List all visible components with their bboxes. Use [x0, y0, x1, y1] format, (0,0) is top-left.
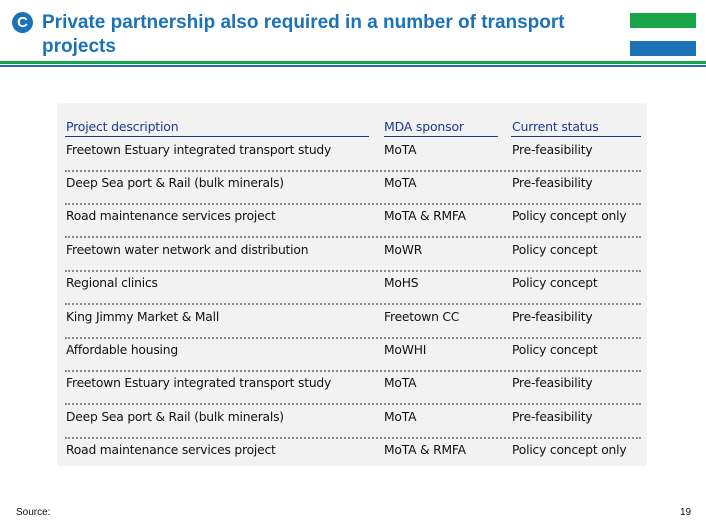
status-cell: Pre-feasibility: [512, 376, 593, 390]
sponsor-cell: Freetown CC: [384, 310, 460, 324]
column-header-status: Current status: [512, 119, 599, 134]
sponsor-cell: MoTA: [384, 176, 417, 190]
table-row: [65, 406, 641, 439]
column-header-project: Project description: [66, 119, 179, 134]
table-row: [65, 139, 641, 172]
column-header-sponsor: MDA sponsor: [384, 119, 464, 134]
table-row: [65, 272, 641, 305]
project-cell: Road maintenance services project: [66, 443, 276, 457]
project-cell: Road maintenance services project: [66, 209, 276, 223]
column-header-underline: [65, 136, 369, 137]
status-cell: Pre-feasibility: [512, 143, 593, 157]
sponsor-cell: MoTA: [384, 376, 417, 390]
table-row: [65, 372, 641, 405]
project-cell: Freetown Estuary integrated transport study: [66, 376, 332, 390]
source-note: Source:: [16, 507, 51, 518]
sponsor-cell: MoTA: [384, 410, 417, 424]
page-number: 19: [680, 507, 692, 518]
status-cell: Policy concept: [512, 343, 598, 357]
flag-green-stripe: [630, 13, 696, 28]
page-title: Private partnership also required in a number of transport projects: [42, 12, 565, 57]
project-cell: Affordable housing: [66, 343, 178, 357]
table-row: [65, 339, 641, 372]
status-cell: Policy concept only: [512, 443, 627, 457]
status-cell: Pre-feasibility: [512, 176, 593, 190]
project-cell: King Jimmy Market & Mall: [66, 310, 220, 324]
sponsor-cell: MoWR: [384, 243, 423, 257]
status-cell: Pre-feasibility: [512, 410, 593, 424]
status-cell: Policy concept: [512, 276, 598, 290]
row-divider: [65, 303, 641, 305]
sponsor-cell: MoTA & RMFA: [384, 209, 466, 223]
row-divider: [65, 236, 641, 238]
project-cell: Deep Sea port & Rail (bulk minerals): [66, 176, 284, 190]
status-cell: Pre-feasibility: [512, 310, 593, 324]
section-badge: C: [12, 12, 33, 33]
column-header-underline: [384, 136, 498, 137]
row-divider: [65, 403, 641, 405]
table-row: [65, 306, 641, 339]
sponsor-cell: MoTA: [384, 143, 417, 157]
project-cell: Freetown Estuary integrated transport study: [66, 143, 332, 157]
sponsor-cell: MoHS: [384, 276, 419, 290]
project-cell: Freetown water network and distribution: [66, 243, 309, 257]
status-cell: Policy concept: [512, 243, 598, 257]
column-header-underline: [511, 136, 641, 137]
table-row: [65, 205, 641, 238]
status-cell: Policy concept only: [512, 209, 627, 223]
table-row: [65, 172, 641, 205]
sponsor-cell: MoTA & RMFA: [384, 443, 466, 457]
table-row: [65, 439, 641, 472]
table-row: [65, 239, 641, 272]
project-cell: Deep Sea port & Rail (bulk minerals): [66, 410, 284, 424]
header-rule-green: [0, 61, 706, 64]
header-rule-blue: [0, 65, 706, 67]
sponsor-cell: MoWHI: [384, 343, 427, 357]
flag-blue-stripe: [630, 41, 696, 56]
project-cell: Regional clinics: [66, 276, 158, 290]
